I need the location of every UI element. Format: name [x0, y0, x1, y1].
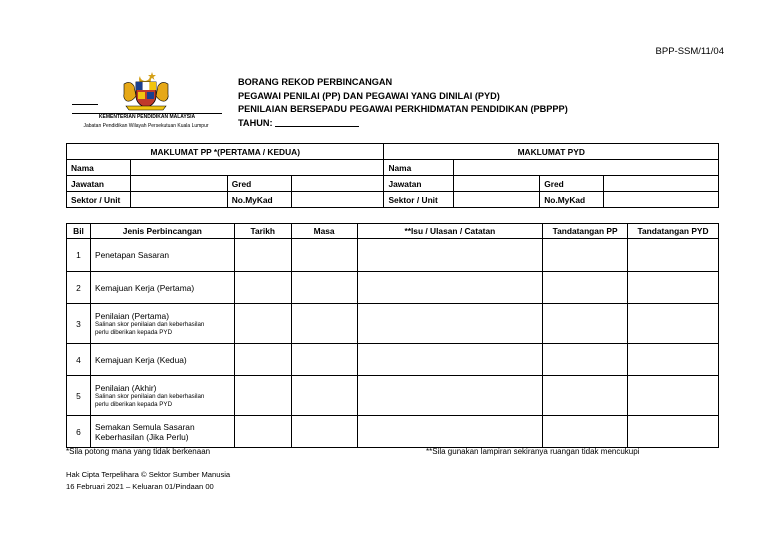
copyright-text: Hak Cipta Terpelihara © Sektor Sumber Manusia [66, 470, 231, 479]
title-line-1: BORANG REKOD PERBINCANGAN [238, 77, 393, 87]
isu-cell[interactable] [357, 304, 543, 344]
isu-cell[interactable] [357, 416, 543, 448]
tarikh-cell[interactable] [234, 304, 291, 344]
col-header-ttd-pp: Tandatangan PP [543, 224, 628, 239]
pp-gred-label: Gred [227, 176, 291, 192]
row-number: 2 [67, 272, 91, 304]
discussion-type-cell [90, 304, 234, 344]
ttd-pyd-cell[interactable] [628, 376, 719, 416]
ttd-pp-cell[interactable] [543, 272, 628, 304]
col-header-masa: Masa [291, 224, 357, 239]
ttd-pyd-cell[interactable] [628, 344, 719, 376]
pyd-sektor-field[interactable] [454, 192, 540, 208]
table-row [67, 272, 719, 304]
form-code: BPP-SSM/11/04 [655, 46, 724, 57]
col-header-bil: Bil [67, 224, 91, 239]
pp-gred-field[interactable] [291, 176, 384, 192]
pyd-sektor-label: Sektor / Unit [384, 192, 454, 208]
department-name: Jabatan Pendidikan Wilayah Persekutuan Kuala Lumpur [83, 123, 209, 129]
discussion-type: Kemajuan Kerja (Pertama) [90, 272, 234, 304]
footnote-left: *Sila potong mana yang tidak berkenaan [66, 447, 211, 456]
pyd-mykad-field[interactable] [604, 192, 719, 208]
masa-cell[interactable] [291, 239, 357, 272]
tarikh-cell[interactable] [234, 239, 291, 272]
pyd-nama-label: Nama [384, 160, 454, 176]
col-header-tarikh: Tarikh [234, 224, 291, 239]
pp-sektor-label: Sektor / Unit [67, 192, 131, 208]
row-number: 6 [67, 416, 91, 448]
isu-cell[interactable] [357, 376, 543, 416]
ttd-pp-cell[interactable] [543, 416, 628, 448]
pp-info-heading: MAKLUMAT PP *(PERTAMA / KEDUA) [67, 144, 384, 160]
ttd-pp-cell[interactable] [543, 304, 628, 344]
masa-cell[interactable] [291, 416, 357, 448]
discussion-note: perlu diberikan kepada PYD [94, 400, 173, 408]
ttd-pp-cell[interactable] [543, 239, 628, 272]
document-header [66, 68, 726, 132]
pyd-gred-label: Gred [540, 176, 604, 192]
tarikh-cell[interactable] [234, 416, 291, 448]
pyd-info-heading: MAKLUMAT PYD [384, 144, 719, 160]
table-row [67, 239, 719, 272]
row-number: 1 [67, 239, 91, 272]
isu-cell[interactable] [357, 272, 543, 304]
ministry-logo [66, 68, 226, 132]
discussion-note: Salinan skor penilaian dan keberhasilan [94, 321, 205, 329]
divider [72, 104, 98, 105]
copyright-block [66, 469, 230, 493]
table-row [67, 304, 719, 344]
discussion-table [66, 223, 719, 448]
ttd-pp-cell[interactable] [543, 344, 628, 376]
masa-cell[interactable] [291, 344, 357, 376]
ttd-pyd-cell[interactable] [628, 304, 719, 344]
discussion-type: Keberhasilan (Jika Perlu) [94, 431, 189, 442]
col-header-ttd-pyd: Tandatangan PYD [628, 224, 719, 239]
discussion-type-cell [90, 416, 234, 448]
pyd-jawatan-label: Jawatan [384, 176, 454, 192]
pyd-gred-field[interactable] [604, 176, 719, 192]
isu-cell[interactable] [357, 344, 543, 376]
table-row [67, 416, 719, 448]
row-number: 4 [67, 344, 91, 376]
ministry-name: KEMENTERIAN PENDIDIKAN MALAYSIA [98, 114, 196, 120]
table-row [67, 376, 719, 416]
table-row [67, 344, 719, 376]
ttd-pyd-cell[interactable] [628, 239, 719, 272]
pp-mykad-label: No.MyKad [227, 192, 291, 208]
discussion-type-cell [90, 376, 234, 416]
ttd-pp-cell[interactable] [543, 376, 628, 416]
discussion-note: Salinan skor penilaian dan keberhasilan [94, 393, 205, 401]
pp-jawatan-field[interactable] [130, 176, 227, 192]
tahun-row [238, 117, 568, 131]
pp-nama-label: Nama [67, 160, 131, 176]
title-line-2: PEGAWAI PENILAI (PP) DAN PEGAWAI YANG DINILAI (PYD) [238, 90, 500, 101]
discussion-note: perlu diberikan kepada PYD [94, 328, 173, 336]
title-line-3: PENILAIAN BERSEPADU PEGAWAI PERKHIDMATAN PENDIDIKAN (PBPPP) [238, 104, 568, 115]
coat-of-arms-icon [116, 70, 176, 114]
ttd-pyd-cell[interactable] [628, 416, 719, 448]
discussion-type: Penilaian (Akhir) [94, 383, 157, 394]
tarikh-cell[interactable] [234, 272, 291, 304]
release-date: 16 Februari 2021 – Keluaran 01/Pindaan 00 [66, 482, 214, 491]
pyd-nama-field[interactable] [454, 160, 719, 176]
discussion-type: Penetapan Sasaran [90, 239, 234, 272]
pyd-mykad-label: No.MyKad [540, 192, 604, 208]
discussion-type: Kemajuan Kerja (Kedua) [90, 344, 234, 376]
discussion-type: Semakan Semula Sasaran [94, 421, 195, 432]
row-number: 3 [67, 304, 91, 344]
col-header-jenis: Jenis Perbincangan [90, 224, 234, 239]
tahun-field[interactable] [275, 118, 359, 127]
form-title [238, 76, 568, 130]
tarikh-cell[interactable] [234, 376, 291, 416]
pp-nama-field[interactable] [130, 160, 384, 176]
pp-sektor-field[interactable] [130, 192, 227, 208]
row-number: 5 [67, 376, 91, 416]
col-header-isu: **Isu / Ulasan / Catatan [357, 224, 543, 239]
pp-mykad-field[interactable] [291, 192, 384, 208]
masa-cell[interactable] [291, 376, 357, 416]
tarikh-cell[interactable] [234, 344, 291, 376]
pp-jawatan-label: Jawatan [67, 176, 131, 192]
isu-cell[interactable] [357, 239, 543, 272]
footnote-right: **Sila gunakan lampiran sekiranya ruangan tidak mencukupi [426, 447, 640, 456]
tahun-label: TAHUN: [238, 117, 273, 128]
pyd-jawatan-field[interactable] [454, 176, 540, 192]
ttd-pyd-cell[interactable] [628, 272, 719, 304]
masa-cell[interactable] [291, 272, 357, 304]
info-table [66, 143, 719, 208]
masa-cell[interactable] [291, 304, 357, 344]
discussion-type: Penilaian (Pertama) [94, 311, 169, 322]
